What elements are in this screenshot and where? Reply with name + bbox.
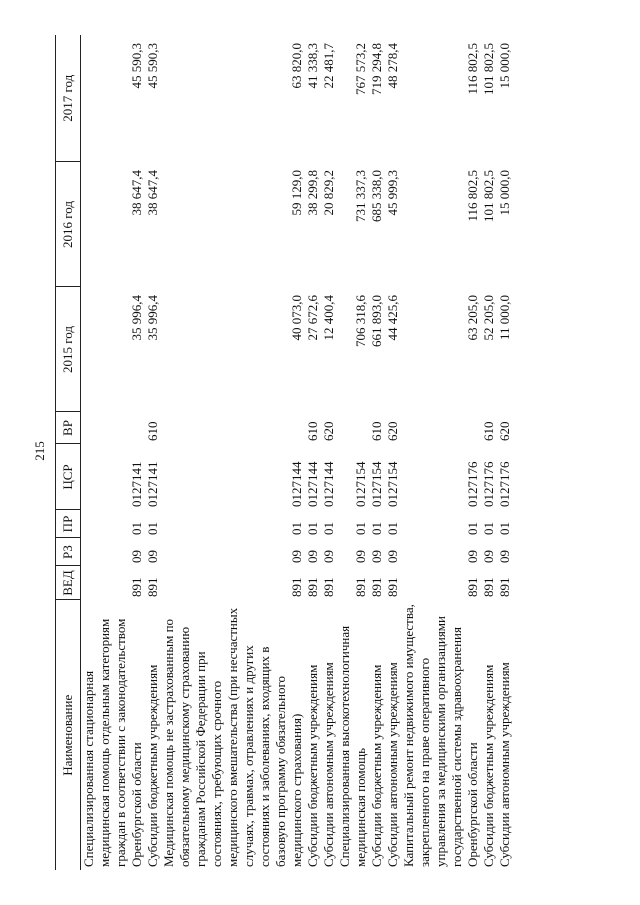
cell-y2015: 35 996,4 [129,295,144,341]
cell-name: Субсидии автономным учреждениям [321,662,336,867]
cell-y2016: 15 000,0 [497,170,512,216]
cell-csr: 0127176 [465,461,480,507]
cell-pr: 01 [481,522,496,535]
cell-pr: 01 [321,522,336,535]
page-number: 215 [32,441,47,461]
cell-y2017: 767 573,2 [353,43,368,95]
table-row [497,35,513,870]
header-ved: ВЕД [56,566,81,600]
cell-y2016: 731 337,3 [353,170,368,222]
cell-y2016: 45 999,3 [385,170,400,216]
cell-name: Субсидии бюджетным учреждениям [145,664,160,867]
cell-y2015: 661 893,0 [369,295,384,347]
cell-vr: 620 [385,421,400,441]
cell-y2015: 706 318,6 [353,295,368,347]
cell-rz: 09 [385,550,400,563]
cell-vr [81,412,146,444]
cell-y2015: 40 073,0 [289,295,304,341]
cell-vr: 610 [145,421,160,441]
cell-y2016: 38 647,4 [145,170,160,216]
cell-rz: 09 [465,550,480,563]
header-rz: РЗ [56,538,81,566]
cell-csr: 0127176 [497,461,512,507]
cell-pr: 01 [465,522,480,535]
cell-y2016: 38 299,8 [305,170,320,216]
header-vr: ВР [56,412,81,444]
cell-vr: 610 [369,421,384,441]
cell-ved: 891 [289,577,304,597]
cell-rz: 09 [481,550,496,563]
table-row [305,35,321,870]
cell-vr: 620 [321,421,336,441]
cell-name: Субсидии автономным учреждениям [497,662,512,867]
cell-y2016: 59 129,0 [289,170,304,216]
cell-vr: 610 [305,421,320,441]
cell-ved: 891 [145,577,160,597]
cell-pr: 01 [385,522,400,535]
cell-y2017: 116 802,5 [465,43,480,95]
table-header-row [56,35,81,870]
cell-y2017: 45 590,3 [129,43,144,89]
cell-ved: 891 [465,577,480,597]
cell-pr: 01 [497,522,512,535]
cell-name: Субсидии бюджетным учреждениям [481,664,496,867]
cell-y2017: 101 802,5 [481,43,496,95]
cell-y2016: 685 338,0 [369,170,384,222]
cell-pr: 01 [369,522,384,535]
cell-name: Медицинская помощь не застрахованным по обязательному медицинскому страхованию гражданам Российской Федерации при состояниях, требующих срочного медицинского вмешательства (при несчастных случаях, травмах, отравлениях и других состояниях и заболеваниях, входящих в базовую программу обязательного медицинского страхования) [161,607,304,867]
cell-rz: 09 [129,550,144,563]
rotated-page-content [55,35,605,870]
table-row [385,35,401,870]
cell-ved: 891 [321,577,336,597]
cell-ved: 891 [497,577,512,597]
table-row [145,35,161,870]
cell-ved: 891 [129,577,144,597]
cell-y2017: 22 481,7 [321,43,336,89]
cell-rz: 09 [289,550,304,563]
cell-y2016: 101 802,5 [481,170,496,222]
cell-ved: 891 [353,577,368,597]
cell-y2016: 116 802,5 [465,170,480,222]
cell-csr: 0127154 [385,461,400,507]
cell-rz: 09 [145,550,160,563]
cell-name: Специализированная высокотехнологичная медицинская помощь [337,625,368,867]
cell-ved: 891 [385,577,400,597]
table-row [369,35,385,870]
cell-name: Субсидии автономным учреждениям [385,662,400,867]
cell-csr: 0127144 [305,461,320,507]
cell-rz: 09 [353,550,368,563]
header-2016: 2016 год [56,162,81,287]
cell-y2015: 11 000,0 [497,295,512,341]
table-row [161,35,305,870]
cell-csr: 0127144 [321,461,336,507]
cell-csr: 0127176 [481,461,496,507]
table-row [337,35,369,870]
cell-ved: 891 [305,577,320,597]
header-pr: ПР [56,510,81,538]
cell-y2017: 48 278,4 [385,43,400,89]
cell-name: Капитальный ремонт недвижимого имущества, закрепленного на праве оперативного управления за медицинскими организациями государственной системы здравоохранения Оренбургской области [401,604,480,867]
cell-name: Субсидии бюджетным учреждениям [369,664,384,867]
cell-name: Специализированная стационарная медицинская помощь отдельным категориям граждан в соответствии с законодательством Оренбургской области [81,618,144,867]
budget-table [55,35,513,870]
cell-vr: 620 [497,421,512,441]
cell-vr: 610 [481,421,496,441]
cell-csr: 0127141 [145,461,160,507]
cell-pr: 01 [289,522,304,535]
cell-y2015: 12 400,4 [321,295,336,341]
cell-y2017: 45 590,3 [145,43,160,89]
cell-y2015: 63 205,0 [465,295,480,341]
cell-rz: 09 [321,550,336,563]
cell-name: Субсидии бюджетным учреждениям [305,664,320,867]
cell-y2017: 719 294,8 [369,43,384,95]
header-csr: ЦСР [56,444,81,510]
cell-rz: 09 [497,550,512,563]
cell-csr: 0127154 [369,461,384,507]
cell-rz: 09 [369,550,384,563]
cell-csr: 0127144 [289,461,304,507]
header-2015: 2015 год [56,287,81,412]
cell-y2016: 38 647,4 [129,170,144,216]
table-row [81,35,146,870]
cell-vr [161,412,305,444]
cell-pr: 01 [129,522,144,535]
cell-y2017: 15 000,0 [497,43,512,89]
cell-ved: 891 [481,577,496,597]
header-2017: 2017 год [56,35,81,162]
cell-vr [337,412,369,444]
cell-pr: 01 [145,522,160,535]
cell-vr [401,412,481,444]
cell-y2017: 41 338,3 [305,43,320,89]
cell-csr: 0127141 [129,461,144,507]
table-row [401,35,481,870]
table-row [481,35,497,870]
cell-y2015: 44 425,6 [385,295,400,341]
header-name: Наименование [56,600,81,870]
cell-rz: 09 [305,550,320,563]
cell-y2016: 20 829,2 [321,170,336,216]
cell-pr: 01 [353,522,368,535]
cell-y2015: 27 672,6 [305,295,320,341]
cell-y2015: 52 205,0 [481,295,496,341]
table-row [321,35,337,870]
cell-pr: 01 [305,522,320,535]
cell-y2015: 35 996,4 [145,295,160,341]
cell-ved: 891 [369,577,384,597]
cell-csr: 0127154 [353,461,368,507]
cell-y2017: 63 820,0 [289,43,304,89]
